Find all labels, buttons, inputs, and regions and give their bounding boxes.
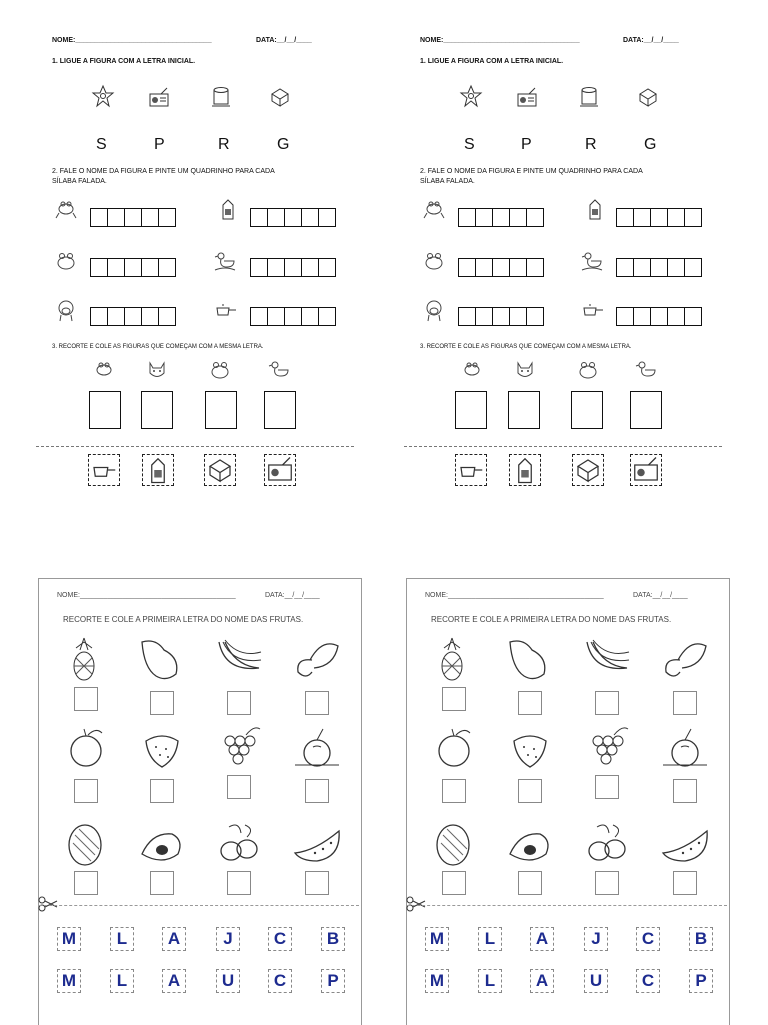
- banana-icon: [215, 636, 263, 682]
- cut-line: [36, 446, 354, 447]
- syllable-boxes[interactable]: [250, 208, 335, 227]
- pan-icon: [580, 298, 604, 322]
- letter-card[interactable]: A: [162, 927, 186, 951]
- answer-box[interactable]: [442, 871, 466, 895]
- duck-icon: [580, 249, 604, 273]
- strawberry-icon: [506, 725, 554, 771]
- date-field: DATA:__/__/____: [633, 592, 688, 599]
- answer-box[interactable]: [227, 871, 251, 895]
- syllable-boxes[interactable]: [458, 307, 543, 326]
- letter-card[interactable]: L: [110, 927, 134, 951]
- tree-stump-icon: [577, 85, 601, 109]
- papaya-icon: [61, 821, 109, 867]
- paste-box[interactable]: [141, 391, 173, 429]
- frog-sitting-icon: [576, 358, 600, 382]
- syllable-boxes[interactable]: [250, 258, 335, 277]
- answer-box[interactable]: [150, 691, 174, 715]
- answer-box[interactable]: [150, 779, 174, 803]
- question-1: 1. LIGUE A FIGURA COM A LETRA INICIAL.: [420, 58, 564, 65]
- monkey-icon: [54, 298, 78, 322]
- answer-box[interactable]: [518, 871, 542, 895]
- letter-card[interactable]: M: [425, 969, 449, 993]
- paste-box[interactable]: [455, 391, 487, 429]
- letter-p: P: [521, 136, 532, 153]
- radio-icon: [631, 455, 661, 485]
- coconut-icon: [293, 725, 341, 771]
- answer-box[interactable]: [227, 691, 251, 715]
- cutout-radio[interactable]: [630, 454, 662, 486]
- paste-box[interactable]: [630, 391, 662, 429]
- cut-line: [407, 905, 727, 906]
- tree-stump-icon: [209, 85, 233, 109]
- pear-icon: [136, 636, 184, 682]
- box-icon: [268, 85, 292, 109]
- question-2-line1: 2. FALE O NOME DA FIGURA E PINTE UM QUADRINHO PARA CADA: [420, 168, 643, 175]
- box-icon: [636, 85, 660, 109]
- cutout-radio[interactable]: [264, 454, 296, 486]
- letter-p: P: [154, 136, 165, 153]
- worksheet-top-left: [0, 0, 384, 500]
- cut-line: [404, 446, 722, 447]
- star-clown-icon: [91, 84, 115, 108]
- answer-box[interactable]: [442, 687, 466, 711]
- grape-icon: [216, 723, 264, 769]
- pear-icon: [504, 636, 552, 682]
- syllable-boxes[interactable]: [90, 258, 175, 277]
- grape-icon: [584, 723, 632, 769]
- cashew-icon: [660, 636, 708, 682]
- instruction: RECORTE E COLE A PRIMEIRA LETRA DO NOME DAS FRUTAS.: [63, 615, 304, 624]
- answer-box[interactable]: [673, 779, 697, 803]
- letter-card[interactable]: B: [321, 927, 345, 951]
- fruit-worksheet-right: [406, 578, 730, 1025]
- letter-card[interactable]: C: [268, 969, 292, 993]
- syllable-boxes[interactable]: [616, 307, 701, 326]
- name-field: NOME:________________________________________: [57, 592, 236, 599]
- letter-s: S: [464, 136, 475, 153]
- scissors-icon: [405, 895, 427, 913]
- letter-card[interactable]: L: [478, 969, 502, 993]
- milk-carton-icon: [510, 455, 540, 485]
- lemon-icon: [215, 819, 263, 865]
- cutout-box[interactable]: [572, 454, 604, 486]
- cutout-pan[interactable]: [455, 454, 487, 486]
- worksheet-top-right: [368, 0, 752, 500]
- pan-icon: [89, 455, 119, 485]
- answer-box[interactable]: [305, 691, 329, 715]
- frog-sitting-icon: [54, 249, 78, 273]
- frog-icon: [460, 358, 484, 382]
- question-2-line1: 2. FALE O NOME DA FIGURA E PINTE UM QUADRINHO PARA CADA: [52, 168, 275, 175]
- letter-card[interactable]: L: [110, 969, 134, 993]
- paste-box[interactable]: [264, 391, 296, 429]
- answer-box[interactable]: [518, 779, 542, 803]
- paste-box[interactable]: [571, 391, 603, 429]
- letter-card[interactable]: P: [689, 969, 713, 993]
- answer-box[interactable]: [673, 691, 697, 715]
- frog-sitting-icon: [208, 358, 232, 382]
- cashew-icon: [292, 636, 340, 682]
- answer-box[interactable]: [74, 871, 98, 895]
- frog-icon: [92, 358, 116, 382]
- duck-icon: [267, 358, 291, 382]
- frog-sitting-icon: [422, 249, 446, 273]
- cutout-box[interactable]: [204, 454, 236, 486]
- letter-r: R: [585, 136, 597, 153]
- instruction: RECORTE E COLE A PRIMEIRA LETRA DO NOME DAS FRUTAS.: [431, 615, 672, 624]
- duck-icon: [213, 249, 237, 273]
- fruit-worksheet-left: [38, 578, 362, 1025]
- pineapple-icon: [60, 636, 108, 682]
- answer-box[interactable]: [595, 691, 619, 715]
- paste-box[interactable]: [508, 391, 540, 429]
- syllable-boxes[interactable]: [90, 208, 175, 227]
- pan-icon: [456, 455, 486, 485]
- apple-icon: [430, 725, 478, 771]
- frog-icon: [54, 197, 78, 221]
- coconut-icon: [661, 725, 709, 771]
- letter-card[interactable]: M: [57, 927, 81, 951]
- letter-card[interactable]: A: [530, 969, 554, 993]
- box-icon: [205, 455, 235, 485]
- box-icon: [573, 455, 603, 485]
- answer-box[interactable]: [518, 691, 542, 715]
- letter-card[interactable]: U: [584, 969, 608, 993]
- letter-card[interactable]: C: [268, 927, 292, 951]
- name-field: NOME:___________________________________: [420, 37, 580, 44]
- syllable-boxes[interactable]: [250, 307, 335, 326]
- answer-box[interactable]: [442, 779, 466, 803]
- syllable-boxes[interactable]: [616, 208, 701, 227]
- radio-icon: [265, 455, 295, 485]
- date-field: DATA:__/__/____: [256, 37, 312, 44]
- milk-carton-icon: [216, 197, 240, 221]
- answer-box[interactable]: [595, 775, 619, 799]
- date-field: DATA:__/__/____: [265, 592, 320, 599]
- syllable-boxes[interactable]: [458, 208, 543, 227]
- milk-carton-icon: [143, 455, 173, 485]
- answer-box[interactable]: [150, 871, 174, 895]
- letter-g: G: [277, 136, 290, 153]
- question-1: 1. LIGUE A FIGURA COM A LETRA INICIAL.: [52, 58, 196, 65]
- paste-box[interactable]: [89, 391, 121, 429]
- letter-card[interactable]: C: [636, 969, 660, 993]
- pan-icon: [213, 298, 237, 322]
- watermelon-icon: [293, 823, 341, 869]
- question-2-line2: SÍLABA FALADA.: [420, 178, 475, 185]
- cutout-pan[interactable]: [88, 454, 120, 486]
- answer-box[interactable]: [227, 775, 251, 799]
- question-3: 3. RECORTE E COLE AS FIGURAS QUE COMEÇAM COM A MESMA LETRA.: [52, 344, 264, 350]
- letter-card[interactable]: U: [216, 969, 240, 993]
- letter-s: S: [96, 136, 107, 153]
- scissors-icon: [37, 895, 59, 913]
- radio-icon: [147, 86, 171, 110]
- letter-card[interactable]: B: [689, 927, 713, 951]
- syllable-boxes[interactable]: [616, 258, 701, 277]
- letter-card[interactable]: L: [478, 927, 502, 951]
- pineapple-icon: [428, 636, 476, 682]
- banana-icon: [583, 636, 631, 682]
- answer-box[interactable]: [673, 871, 697, 895]
- answer-box[interactable]: [74, 779, 98, 803]
- letter-card[interactable]: J: [584, 927, 608, 951]
- avocado-icon: [506, 824, 554, 870]
- cutout-milk[interactable]: [142, 454, 174, 486]
- letter-card[interactable]: P: [321, 969, 345, 993]
- answer-box[interactable]: [305, 779, 329, 803]
- duck-icon: [634, 358, 658, 382]
- letter-card[interactable]: A: [162, 969, 186, 993]
- name-field: NOME:___________________________________: [52, 37, 212, 44]
- monkey-icon: [422, 298, 446, 322]
- letter-card[interactable]: M: [57, 969, 81, 993]
- radio-icon: [515, 86, 539, 110]
- frog-icon: [422, 197, 446, 221]
- paste-box[interactable]: [205, 391, 237, 429]
- name-field: NOME:________________________________________: [425, 592, 604, 599]
- letter-r: R: [218, 136, 230, 153]
- letter-card[interactable]: M: [425, 927, 449, 951]
- apple-icon: [62, 725, 110, 771]
- syllable-boxes[interactable]: [90, 307, 175, 326]
- letter-card[interactable]: C: [636, 927, 660, 951]
- lemon-icon: [583, 819, 631, 865]
- answer-box[interactable]: [305, 871, 329, 895]
- letter-card[interactable]: A: [530, 927, 554, 951]
- syllable-boxes[interactable]: [458, 258, 543, 277]
- milk-carton-icon: [583, 197, 607, 221]
- question-3: 3. RECORTE E COLE AS FIGURAS QUE COMEÇAM COM A MESMA LETRA.: [420, 344, 632, 350]
- date-field: DATA:__/__/____: [623, 37, 679, 44]
- cat-icon: [513, 358, 537, 382]
- letter-card[interactable]: J: [216, 927, 240, 951]
- cat-icon: [145, 358, 169, 382]
- question-2-line2: SÍLABA FALADA.: [52, 178, 107, 185]
- cutout-milk[interactable]: [509, 454, 541, 486]
- star-clown-icon: [459, 84, 483, 108]
- letter-g: G: [644, 136, 657, 153]
- strawberry-icon: [138, 725, 186, 771]
- answer-box[interactable]: [74, 687, 98, 711]
- papaya-icon: [429, 821, 477, 867]
- avocado-icon: [138, 824, 186, 870]
- watermelon-icon: [661, 823, 709, 869]
- answer-box[interactable]: [595, 871, 619, 895]
- cut-line: [39, 905, 359, 906]
